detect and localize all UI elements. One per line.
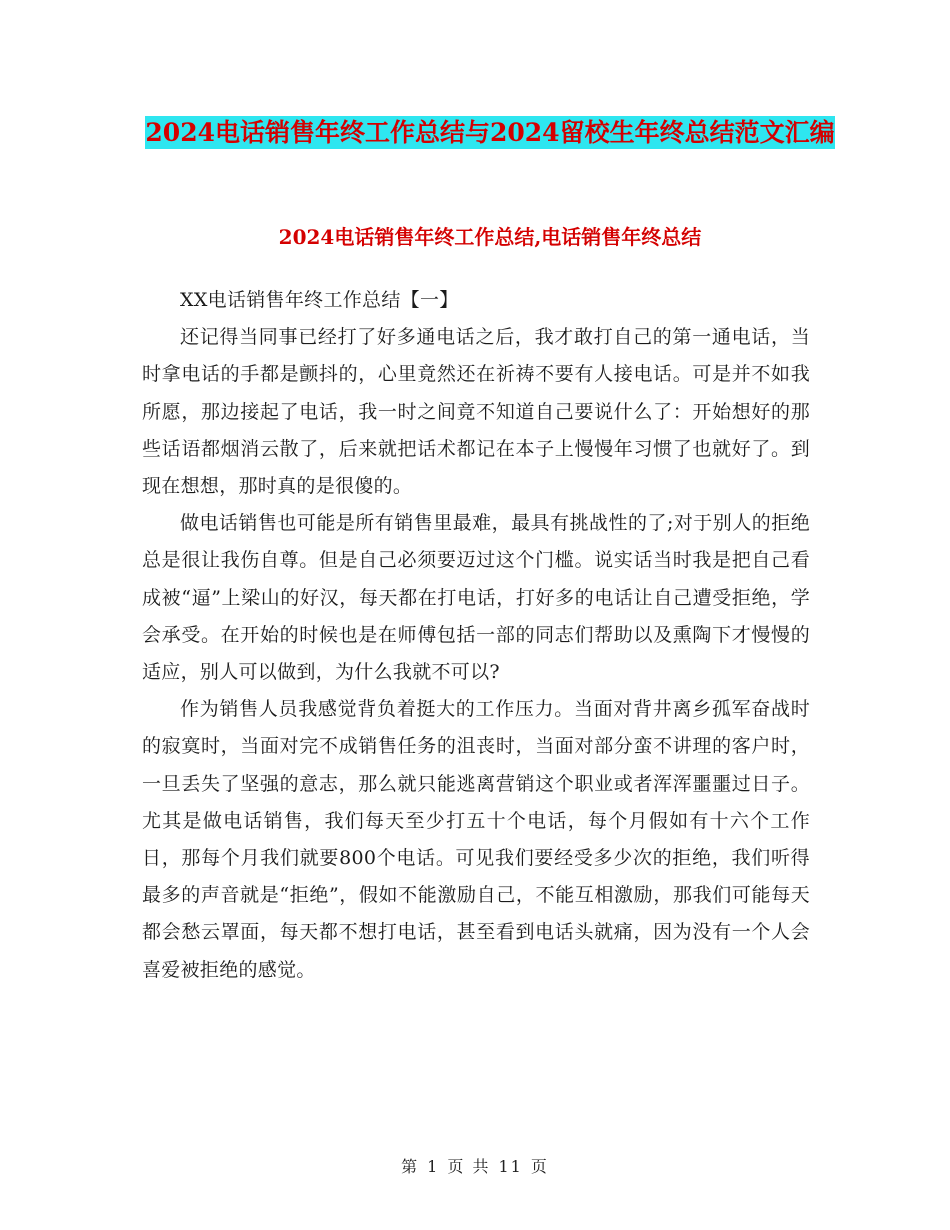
section-title: 2024电话销售年终工作总结,电话销售年终总结 (278, 225, 702, 249)
paragraph-heading: XX电话销售年终工作总结【一】 (180, 289, 459, 311)
paragraph: 还记得当同事已经打了好多通电话之后，我才敢打自己的第一通电话，当时拿电话的手都是颤抖的，心里竟然还在祈祷不要有人接电话。可是并不如我所愿，那边接起了电话，我一时之间竟不知道自己要说什么了：开始想好的那些话语都烟消云散了，后来就把话术都记在本子上慢慢年习惯了也就好了。到现在想想，那时真的是很傻的。 (142, 326, 810, 498)
footer-total-pages: 11 (498, 1157, 523, 1176)
page-footer (0, 1154, 950, 1177)
document-title (140, 108, 840, 158)
paragraph: 做电话销售也可能是所有销售里最难，最具有挑战性的了;对于别人的拒绝总是很让我伤自尊。但是自己必须要迈过这个门槛。说实话当时我是把自己看成被“逼”上梁山的好汉，每天都在打电话，打好多的电话让自己遭受拒绝，学会承受。在开始的时候也是在师傅包括一部的同志们帮助以及熏陶下才慢慢的适应，别人可以做到，为什么我就不可以? (142, 512, 810, 684)
document-title-text: 2024电话销售年终工作总结与2024留校生年终总结范文汇编 (145, 118, 835, 147)
footer-page-number: 1 (427, 1157, 440, 1176)
footer-suffix: 页 (530, 1157, 549, 1176)
footer-mid: 页 共 (447, 1157, 491, 1176)
paragraph: 作为销售人员我感觉背负着挺大的工作压力。当面对背井离乡孤军奋战时的寂寞时，当面对完不成销售任务的沮丧时，当面对部分蛮不讲理的客户时，一旦丢失了坚强的意志，那么就只能逃离营销这个职业或者浑浑噩噩过日子。尤其是做电话销售，我们每天至少打五十个电话，每个月假如有十六个工作日，那每个月我们就要800个电话。可见我们要经受多少次的拒绝，我们听得最多的声音就是“拒绝”，假如不能激励自己，不能互相激励，那我们可能每天都会愁云罩面，每天都不想打电话，甚至看到电话头就痛，因为没有一个人会喜爱被拒绝的感觉。 (142, 698, 810, 981)
footer-prefix: 第 (401, 1157, 420, 1176)
document-body (142, 282, 810, 989)
